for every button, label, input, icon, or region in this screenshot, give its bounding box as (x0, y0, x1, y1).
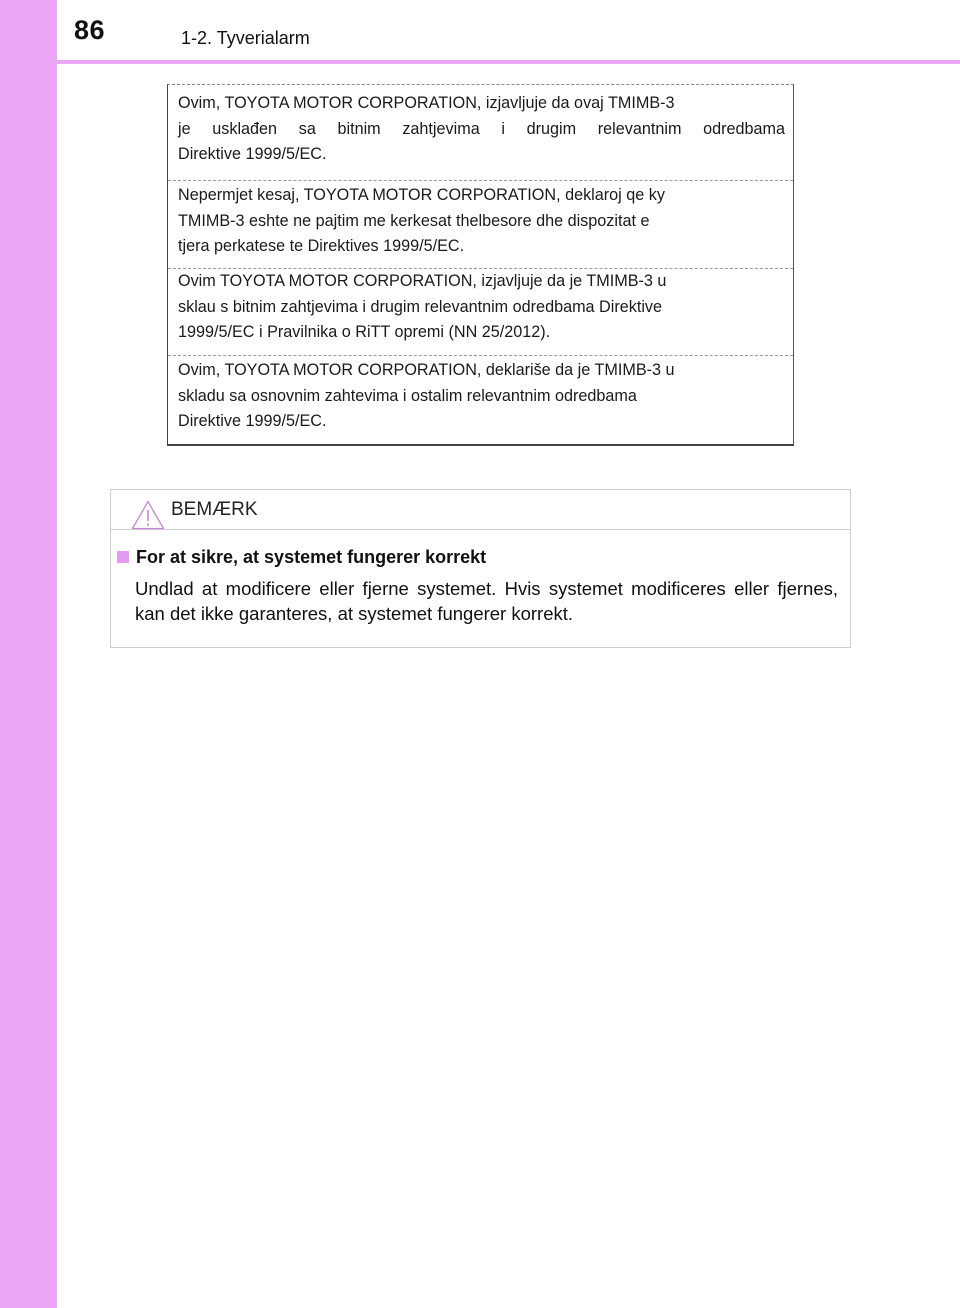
declaration-serbian (168, 355, 793, 435)
declaration-line: Ovim TOYOTA MOTOR CORPORATION, izjavljuje da je TMIMB-3 u (178, 272, 667, 290)
notice-item-text: Undlad at modificere eller fjerne systemet. Hvis systemet modificeres eller fjernes, kan det ikke garanteres, at systemet fungerer korrekt. (135, 578, 838, 624)
declaration-bosnian (168, 91, 793, 168)
declaration-line: skladu sa osnovnim zahtevima i ostalim relevantnim odredbama (178, 386, 637, 405)
declaration-line: tjera perkatese te Direktives 1999/5/EC. (178, 237, 465, 255)
declaration-line: je usklađen sa bitnim zahtjevima i drugim relevantnim odredbama (178, 119, 785, 138)
declaration-line: 1999/5/EC i Pravilnika o RiTT opremi (NN 25/2012). (178, 323, 551, 341)
declaration-line: Direktive 1999/5/EC. (178, 145, 327, 163)
notice-item-title-text: For at sikre, at systemet fungerer korrekt (136, 547, 487, 567)
declaration-line: TMIMB-3 eshte ne pajtim me kerkesat thelbesore dhe dispozitat e (178, 211, 650, 230)
page-number: 86 (74, 15, 106, 45)
warning-triangle-icon (131, 500, 165, 530)
declaration-line: Nepermjet kesaj, TOYOTA MOTOR CORPORATION, deklaroj qe ky (178, 186, 665, 204)
side-tab-bar (0, 0, 57, 1308)
conformity-declarations-box (167, 84, 794, 446)
bullet-square-icon (117, 551, 129, 563)
declaration-line: Ovim, TOYOTA MOTOR CORPORATION, izjavljuje da ovaj TMIMB-3 (178, 94, 675, 112)
section-title: 1-2. Tyverialarm (181, 28, 310, 48)
declaration-albanian (168, 180, 793, 260)
declaration-line: Ovim, TOYOTA MOTOR CORPORATION, deklariše da je TMIMB-3 u (178, 361, 675, 379)
declaration-croatian (168, 268, 793, 346)
declaration-line: sklau s bitnim zahtjevima i drugim relevantnim odredbama Direktive (178, 297, 663, 316)
header-rule (0, 60, 960, 64)
notice-label: BEMÆRK (171, 499, 258, 520)
notice-item-title (117, 547, 486, 568)
notice-header (111, 490, 850, 530)
notice-box (110, 489, 851, 648)
declaration-line: Direktive 1999/5/EC. (178, 412, 327, 430)
